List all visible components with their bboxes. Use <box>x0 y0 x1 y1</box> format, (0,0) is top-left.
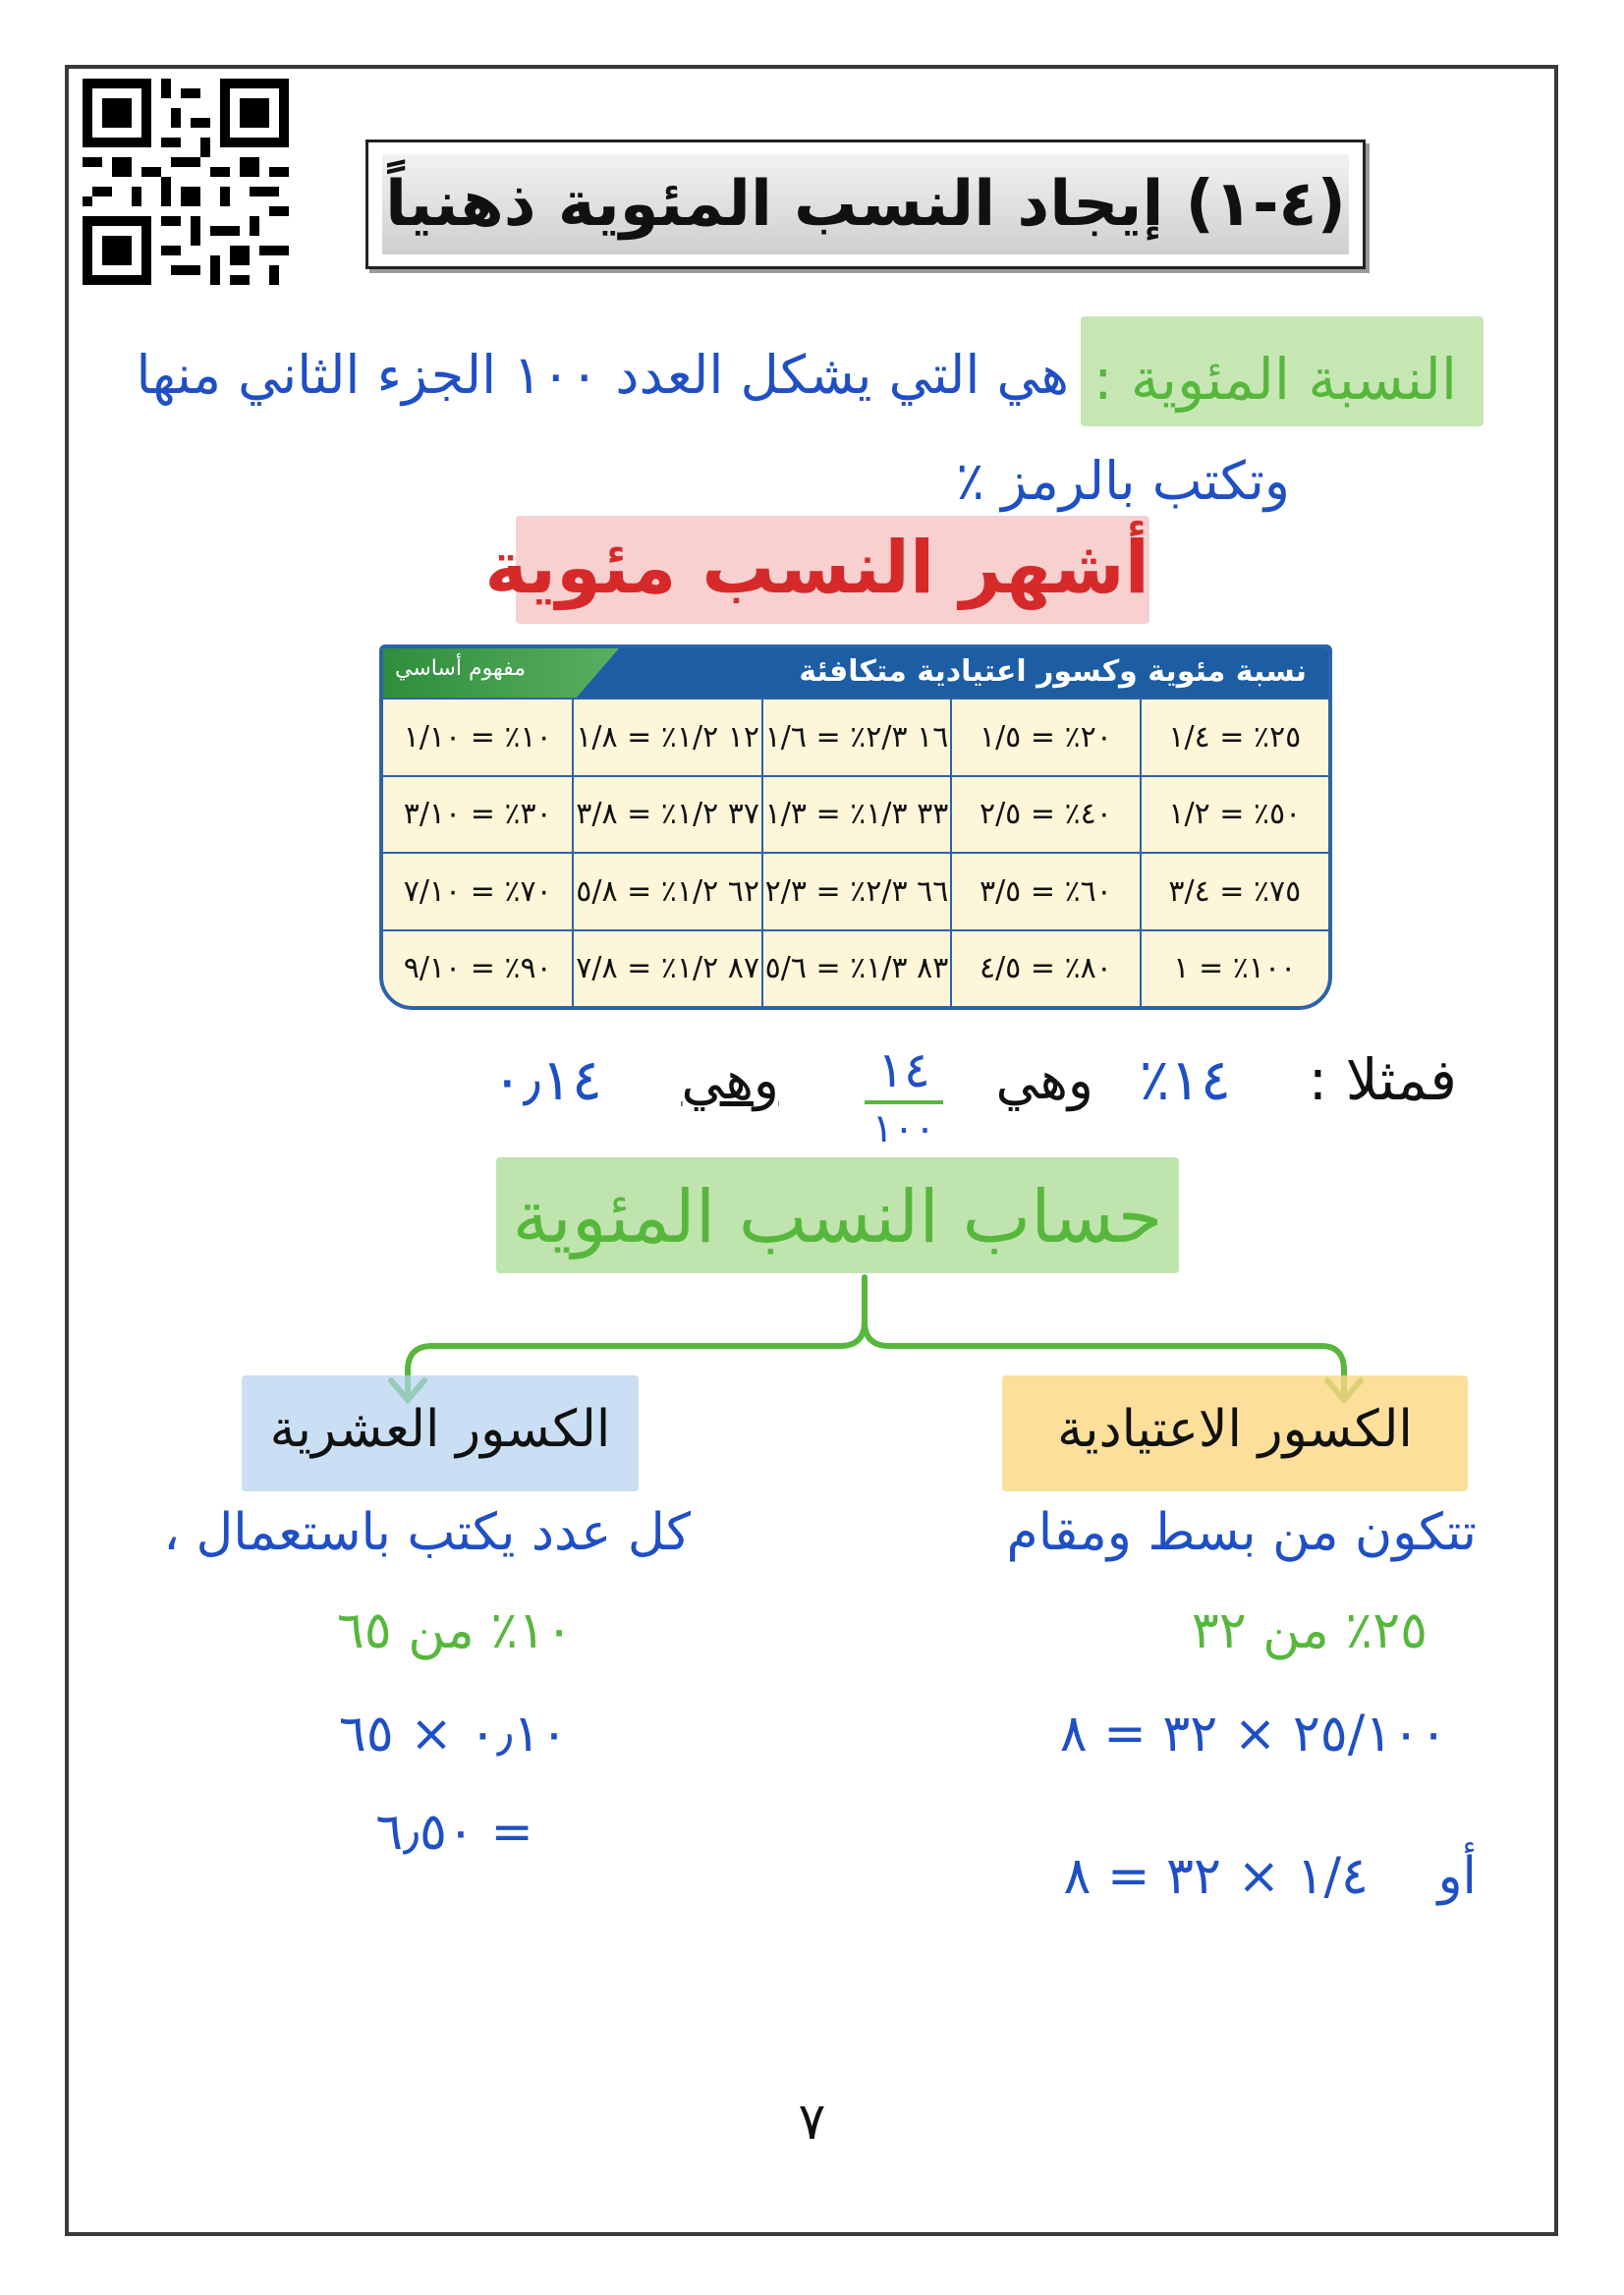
table-title: نسبة مئوية وكسور اعتيادية متكافئة <box>799 654 1307 689</box>
table-cell: ٦٠٪ = ٣/٥ <box>950 852 1139 929</box>
table-cell: ٧٠٪ = ٧/١٠ <box>383 852 572 929</box>
page-title: (٤-١) إيجاد النسب المئوية ذهنياً <box>385 168 1346 241</box>
fraction-example-line-3: ١/٤ × ٣٢ = ٨ <box>1063 1847 1369 1906</box>
example-lead: فمثلا : <box>1308 1046 1457 1113</box>
example-and-1: وهي <box>995 1049 1093 1111</box>
table-cell: ٩٠٪ = ٩/١٠ <box>383 929 572 1007</box>
table-cell: ١٠٪ = ١/١٠ <box>383 698 572 775</box>
example-percent: ١٤٪ <box>1139 1046 1231 1113</box>
fraction-heading: الكسور الاعتيادية <box>1057 1400 1413 1459</box>
table-badge: مفهوم أساسي <box>395 656 527 681</box>
decimal-example-line-3: = ٦٫٥٠ <box>375 1803 533 1862</box>
example-fraction-numerator: ١٤ <box>877 1041 930 1098</box>
fraction-example-line-2: ٢٥/١٠٠ × ٣٢ = ٨ <box>1059 1705 1447 1763</box>
table-cell: ٦٦ ٢/٣٪ = ٢/٣ <box>761 852 950 929</box>
table-cell: ٦٢ ١/٢٪ = ٥/٨ <box>572 852 760 929</box>
fraction-or: أو <box>1437 1847 1477 1906</box>
table-cell: ٥٠٪ = ١/٢ <box>1140 775 1328 853</box>
decimal-heading: الكسور العشرية <box>269 1400 611 1459</box>
definition-text-2: وتكتب بالرمز ٪ <box>955 450 1290 512</box>
definition-term: النسبة المئوية : <box>1092 346 1457 413</box>
calc-heading: حساب النسب المئوية <box>512 1175 1163 1259</box>
table-cell: ٤٠٪ = ٢/٥ <box>950 775 1139 853</box>
table-cell: ٣٧ ١/٢٪ = ٣/٨ <box>572 775 760 853</box>
decimal-description: كل عدد يكتب باستعمال ، <box>163 1503 691 1562</box>
table-cell: ١٠٠٪ = ١ <box>1140 929 1328 1007</box>
fraction-description: تتكون من بسط ومقام <box>1006 1503 1477 1562</box>
example-decimal: ٠٫١٤ <box>491 1046 602 1113</box>
table-cell: ١٦ ٢/٣٪ = ١/٦ <box>761 698 950 775</box>
definition-text: هي التي يشكل العدد ١٠٠ الجزء الثاني منها <box>136 344 1069 406</box>
table-cell: ٨٧ ١/٢٪ = ٧/٨ <box>572 929 760 1007</box>
table-cell: ٣٠٪ = ٣/١٠ <box>383 775 572 853</box>
decimal-example-line-2: ٠٫١٠ × ٦٥ <box>338 1705 568 1763</box>
table-cell: ٢٠٪ = ١/٥ <box>950 698 1139 775</box>
table-cell: ٨٠٪ = ٤/٥ <box>950 929 1139 1007</box>
example-and-2: وهي <box>681 1049 779 1111</box>
example-fraction-denominator: ١٠٠ <box>871 1106 936 1151</box>
table-cell: ٣٣ ١/٣٪ = ١/٣ <box>761 775 950 853</box>
common-percents-heading: أشهر النسب مئوية <box>484 526 1149 610</box>
fraction-example-line-1: ٢٥٪ من ٣٢ <box>1191 1601 1428 1660</box>
table-cell: ١٢ ١/٢٪ = ١/٨ <box>572 698 760 775</box>
table-cell: ٨٣ ١/٣٪ = ٥/٦ <box>761 929 950 1007</box>
decimal-example-line-1: ١٠٪ من ٦٥ <box>336 1601 573 1660</box>
page-number: ٧ <box>798 2093 826 2152</box>
table-cell: ٢٥٪ = ١/٤ <box>1140 698 1328 775</box>
table-cell: ٧٥٪ = ٣/٤ <box>1140 852 1328 929</box>
